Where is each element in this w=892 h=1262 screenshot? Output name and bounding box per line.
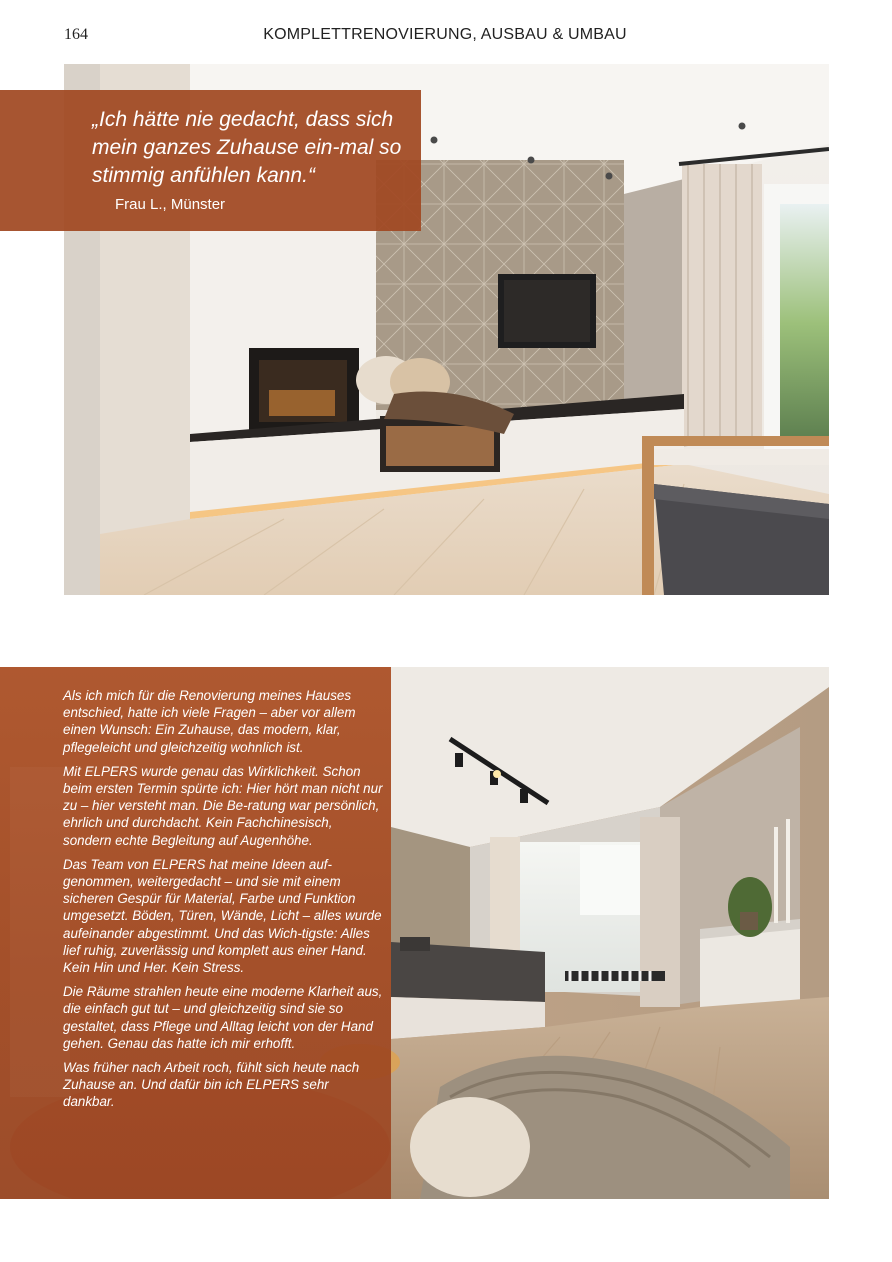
paragraph: Die Räume strahlen heute eine moderne Klarheit aus, die einfach gut tut – und gleichzeitig sind sie so gestaltet, dass Pflege und Alltag leicht von der Hand gehen. Genau das hatte ich mir erhofft. [63,984,383,1051]
quote-text: „Ich hätte nie gedacht, dass sich mein ganzes Zuhause ein-mal so stimmig anfühlen kann.“ [92,108,402,187]
paragraph: Das Team von ELPERS hat meine Ideen auf-genommen, weitergedacht – und sie mit einem sicheren Gespür für Material, Farbe und Funktion umgesetzt. Böden, Türen, Wände, Licht – alles wurde aufeinander abgestimmt. Und das Wich-tigste: Alles lief ruhig, zuverlässig und komplett aus einer Hand. Kein Hin und Her. Kein Stress. [63,856,382,976]
quote-author: Frau L., Münster [115,196,226,213]
paragraph: Was früher nach Arbeit roch, fühlt sich heute nach Zuhause an. Und dafür bin ich ELPERS sehr dankbar. [63,1060,360,1110]
paragraph: Als ich mich für die Renovierung meines Hauses entschied, hatte ich viele Fragen – aber vor allem einen Wunsch: Ein Zuhause, das modern, klar, pflegeleicht und gleichzeitig wohnlich ist. [63,688,356,755]
running-title: KOMPLETTRENOVIERUNG, AUSBAU & UMBAU [263,26,627,43]
paragraph: Mit ELPERS wurde genau das Wirklichkeit. Schon beim ersten Termin spürte ich: Hier hört man nicht nur zu – hier versteht man. Die Be-ratung war persönlich, ehrlich und durchdacht. Kein Fachchinesisch, sondern echte Begleitung auf Augenhöhe. [63,763,383,848]
page-number: 164 [64,26,88,43]
testimonial-text [63,687,383,1118]
